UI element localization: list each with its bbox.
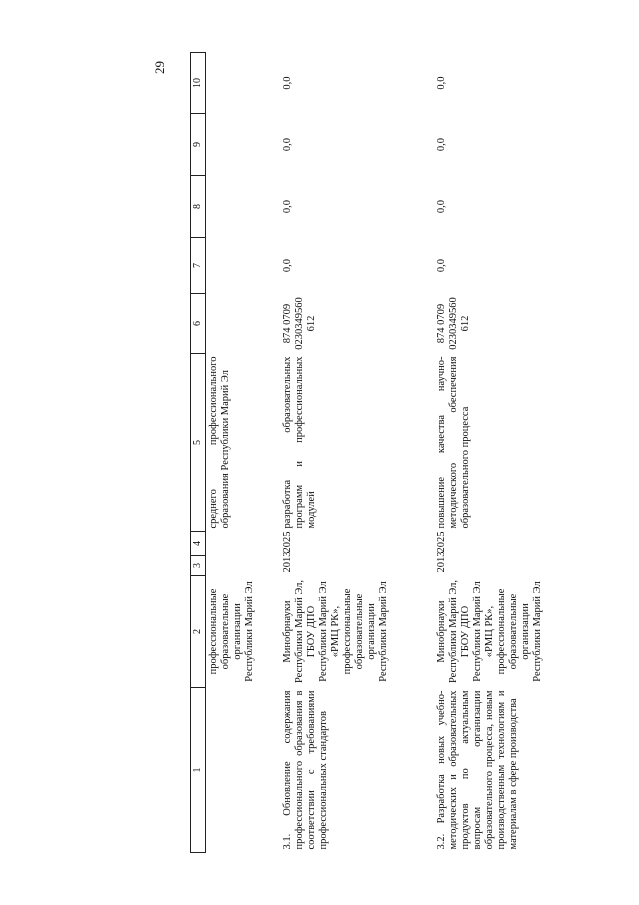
- col-header-8: 8: [190, 175, 205, 237]
- cell-code: 874 0709 0230349560 612: [435, 296, 471, 350]
- table-row: [205, 52, 280, 852]
- cell-start-year: 2013: [281, 551, 293, 572]
- cell-start-year: [205, 555, 280, 575]
- cell-start-year: 2013: [435, 551, 447, 572]
- cell-code: 874 0709 0230349560 612: [281, 296, 317, 350]
- page-number: 29: [151, 60, 167, 74]
- header-row: [190, 52, 205, 852]
- cell-end-year: 2025: [281, 531, 293, 552]
- cell-executor: Минобрнауки Республики Марий Эл, ГБОУ ДПО Республики Марий Эл «РМЦ РК», профессиональные образовательные организации Республики Марий Эл: [435, 579, 543, 683]
- cell-value-8: 0,0: [281, 199, 293, 213]
- cell-code: [205, 293, 280, 353]
- program-table: [190, 52, 588, 853]
- cell-value-10: 0,0: [435, 75, 447, 90]
- cell-value-9: 0,0: [281, 137, 293, 151]
- col-header-6: 6: [190, 293, 205, 353]
- cell-value-7: [205, 237, 280, 293]
- table-row: [434, 52, 588, 852]
- col-header-1: 1: [190, 687, 205, 852]
- cell-executor: профессиональные образовательные организации Республики Марий Эл: [207, 580, 255, 682]
- cell-value-10: 0,0: [281, 75, 293, 90]
- rotated-document-page: [151, 53, 639, 853]
- col-header-4: 4: [190, 531, 205, 555]
- cell-value-8: [205, 175, 280, 237]
- cell-value-8: 0,0: [435, 199, 447, 213]
- cell-activity: [205, 687, 280, 852]
- cell-end-year: 2025: [435, 531, 447, 552]
- cell-value-9: [205, 113, 280, 175]
- cell-activity: 3.2. Разработка новых учебно-методических и образовательных продуктов по актуальным вопросам организации образовательного процесса, новым производственным технологиям и материалам в сфере производства: [435, 690, 519, 849]
- col-header-9: 9: [190, 113, 205, 175]
- cell-value-7: 0,0: [435, 258, 447, 272]
- col-header-2: 2: [190, 575, 205, 687]
- cell-result: повышение качества научно-методического обеспечения образовательного процесса: [435, 356, 471, 528]
- cell-value-10: [205, 52, 280, 113]
- col-header-10: 10: [190, 52, 205, 113]
- cell-value-7: 0,0: [281, 258, 293, 272]
- cell-result: разработка образовательных программ и профессиональных модулей: [281, 356, 317, 528]
- cell-result: среднего профессионального образования Республики Марий Эл: [207, 356, 231, 528]
- table-row: [280, 52, 434, 852]
- cell-executor: Минобрнауки Республики Марий Эл, ГБОУ ДПО Республики Марий Эл «РМЦ РК», профессиональные образовательные организации Республики Марий Эл: [281, 579, 389, 683]
- cell-value-9: 0,0: [435, 137, 447, 151]
- col-header-3: 3: [190, 555, 205, 575]
- col-header-5: 5: [190, 353, 205, 531]
- cell-end-year: [205, 531, 280, 555]
- cell-activity: 3.1. Обновление содержания профессионального образования в соответствии с требованиями профессиональных стандартов: [281, 690, 329, 849]
- col-header-7: 7: [190, 237, 205, 293]
